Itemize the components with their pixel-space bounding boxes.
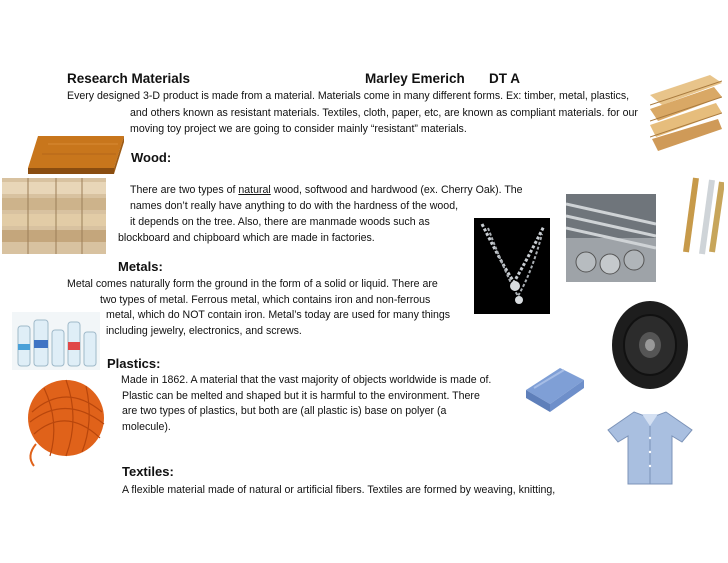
wood-line-1-pre: There are two types of <box>130 184 239 196</box>
yarn-ball-image <box>20 372 106 468</box>
metals-line-3: metal, which do NOT contain iron. Metal’s today are used for many things <box>106 309 451 321</box>
metal-tubes-image <box>676 172 724 256</box>
plastics-line-1: Made in 1862. A material that the vast majority of objects worldwide is made of. <box>121 374 492 386</box>
folded-towels-image <box>520 362 586 414</box>
wood-line-4: blockboard and chipboard which are made in factories. <box>118 232 375 244</box>
page-title: Research Materials <box>67 71 191 86</box>
textiles-heading: Textiles: <box>122 464 174 479</box>
plastic-bottles-image <box>12 312 100 370</box>
timber-planks-image <box>650 75 722 153</box>
metals-line-2: two types of metal. Ferrous metal, which contains iron and non-ferrous <box>100 294 431 306</box>
natural-underlined: natural <box>238 184 271 196</box>
metals-heading: Metals: <box>118 259 163 274</box>
wood-line-1-post: wood, softwood and hardwood (ex. Cherry Oak). The <box>270 184 523 196</box>
wood-board-image <box>28 136 124 176</box>
plastics-line-4: molecule). <box>122 421 171 433</box>
tire-image <box>608 298 692 392</box>
plastics-line-3: are two types of plastics, but both are (all plastic is) base on polyer (a <box>122 405 447 417</box>
shirt-image <box>606 408 694 486</box>
wood-line-2: names don’t really have anything to do with the hardness of the wood, <box>130 200 459 212</box>
metals-line-4: including jewelry, electronics, and screws. <box>106 325 302 337</box>
textiles-line-1: A flexible material made of natural or artificial fibers. Textiles are formed by weaving, knitting, <box>122 484 556 496</box>
metal-rods-image <box>566 194 656 282</box>
intro-line-2: and others known as resistant materials. Textiles, cloth, paper, etc, are known as compliant materials. for our <box>130 107 638 119</box>
wood-line-1 <box>130 184 523 197</box>
wood-line-3: it depends on the tree. Also, there are manmade woods such as <box>130 216 430 228</box>
plastics-heading: Plastics: <box>107 356 161 371</box>
wood-heading: Wood: <box>131 150 172 165</box>
intro-line-1: Every designed 3-D product is made from a material. Materials come in many different forms. Ex: timber, metal, plastics, <box>67 90 630 102</box>
class-label: DT A <box>489 71 520 86</box>
metals-line-1: Metal comes naturally form the ground in the form of a solid or liquid. There are <box>67 278 438 290</box>
plastics-line-2: Plastic can be melted and shaped but it is harmful to the environment. There <box>122 390 480 402</box>
lumber-stack-image <box>2 178 106 254</box>
silver-chain-image <box>474 218 550 314</box>
intro-line-3: moving toy project we are going to consider mainly “resistant” materials. <box>130 123 467 135</box>
author-name: Marley Emerich <box>365 71 465 86</box>
